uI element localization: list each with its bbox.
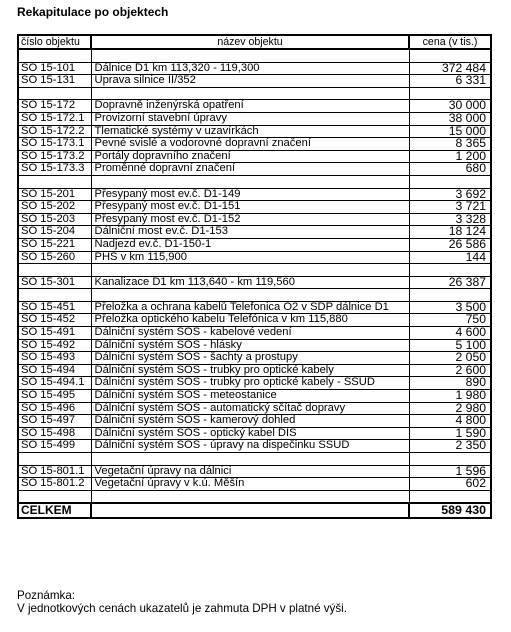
total-row xyxy=(18,503,491,518)
spacer-cell xyxy=(18,49,91,62)
object-price: 890 xyxy=(409,377,491,390)
object-name: Dálniční systém SOS - automatický sčítač dopravy xyxy=(91,402,409,415)
total-label: CELKEM xyxy=(18,503,91,518)
object-price: 4 800 xyxy=(409,415,491,428)
object-name: Pevné svislé a vodorovné dopravní značení xyxy=(91,138,409,151)
object-name: Dálniční most ev.č. D1-153 xyxy=(91,226,409,239)
object-code: SO 15-221 xyxy=(18,238,91,251)
object-price: 26 387 xyxy=(409,276,491,289)
page-title: Rekapitulace po objektech xyxy=(17,5,169,19)
object-code: SO 15-260 xyxy=(18,251,91,264)
object-price: 1 596 xyxy=(409,465,491,478)
spacer-cell xyxy=(91,289,409,302)
note xyxy=(17,589,347,615)
spacer-cell xyxy=(409,175,491,188)
spacer-cell xyxy=(409,490,491,503)
object-name: Dálniční systém SOS - meteostanice xyxy=(91,390,409,403)
object-price: 15 000 xyxy=(409,125,491,138)
table-row xyxy=(18,100,491,113)
object-code: SO 15-498 xyxy=(18,427,91,440)
table-row xyxy=(18,150,491,163)
spacer-cell xyxy=(409,49,491,62)
object-code: SO 15-204 xyxy=(18,226,91,239)
object-code: SO 15-301 xyxy=(18,276,91,289)
object-code: SO 15-101 xyxy=(18,62,91,75)
object-name: Vegetační úpravy v k.ú. Měšín xyxy=(91,478,409,491)
object-name: Dálniční systém SOS - trubky pro optické kabely xyxy=(91,364,409,377)
spacer-row xyxy=(18,87,491,100)
object-price: 3 721 xyxy=(409,201,491,214)
spacer-cell xyxy=(409,87,491,100)
spacer-cell xyxy=(409,264,491,277)
object-name: Přesypaný most ev.č. D1-151 xyxy=(91,201,409,214)
table-row xyxy=(18,201,491,214)
spacer-row xyxy=(18,490,491,503)
spacer-cell xyxy=(18,175,91,188)
object-price: 2 350 xyxy=(409,440,491,453)
object-code: SO 15-801.1 xyxy=(18,465,91,478)
object-price: 5 100 xyxy=(409,339,491,352)
object-code: SO 15-492 xyxy=(18,339,91,352)
spacer-cell xyxy=(18,289,91,302)
object-name: Úprava silnice II/352 xyxy=(91,75,409,88)
spacer-cell xyxy=(91,490,409,503)
header-code: číslo objektu xyxy=(18,35,91,49)
table-body xyxy=(18,49,491,503)
object-price: 750 xyxy=(409,314,491,327)
spacer-cell xyxy=(91,87,409,100)
object-name: Nadjezd ev.č. D1-150-1 xyxy=(91,238,409,251)
object-code: SO 15-172.1 xyxy=(18,112,91,125)
object-price: 1 200 xyxy=(409,150,491,163)
object-price: 6 331 xyxy=(409,75,491,88)
object-code: SO 15-451 xyxy=(18,301,91,314)
table-row xyxy=(18,62,491,75)
table-row xyxy=(18,415,491,428)
object-name: Dálniční systém SOS - optický kabel DIS xyxy=(91,427,409,440)
object-code: SO 15-173.2 xyxy=(18,150,91,163)
object-code: SO 15-491 xyxy=(18,327,91,340)
object-name: Dálniční systém SOS - kabelové vedení xyxy=(91,327,409,340)
object-code: SO 15-131 xyxy=(18,75,91,88)
object-name: Dálnice D1 km 113,320 - 119,300 xyxy=(91,62,409,75)
object-price: 30 000 xyxy=(409,100,491,113)
note-text: V jednotkových cenách ukazatelů je zahmuta DPH v platné výši. xyxy=(17,602,347,615)
object-code: SO 15-497 xyxy=(18,415,91,428)
object-code: SO 15-495 xyxy=(18,390,91,403)
object-price: 18 124 xyxy=(409,226,491,239)
spacer-row xyxy=(18,175,491,188)
object-name: Přesypaný most ev.č. D1-149 xyxy=(91,188,409,201)
spacer-cell xyxy=(18,87,91,100)
object-name: Přeložka optického kabelu Telefónica v km 115,880 xyxy=(91,314,409,327)
spacer-cell xyxy=(91,264,409,277)
total-spacer xyxy=(91,503,409,518)
table-row xyxy=(18,402,491,415)
object-price: 1 980 xyxy=(409,390,491,403)
object-code: SO 15-494 xyxy=(18,364,91,377)
table-row xyxy=(18,440,491,453)
object-price: 2 600 xyxy=(409,364,491,377)
object-code: SO 15-452 xyxy=(18,314,91,327)
table-row xyxy=(18,213,491,226)
table-row xyxy=(18,125,491,138)
object-price: 8 365 xyxy=(409,138,491,151)
spacer-row xyxy=(18,289,491,302)
table-header xyxy=(18,35,491,49)
spacer-cell xyxy=(409,453,491,466)
object-name: Kanalizace D1 km 113,640 - km 119,560 xyxy=(91,276,409,289)
table-row xyxy=(18,75,491,88)
object-price: 3 692 xyxy=(409,188,491,201)
object-name: Dálniční systém SOS - kamerový dohled xyxy=(91,415,409,428)
spacer-cell xyxy=(18,453,91,466)
spacer-row xyxy=(18,264,491,277)
table-row xyxy=(18,226,491,239)
spacer-row xyxy=(18,453,491,466)
table-row xyxy=(18,112,491,125)
object-price: 38 000 xyxy=(409,112,491,125)
object-code: SO 15-493 xyxy=(18,352,91,365)
header-name: název objektu xyxy=(91,35,409,49)
object-name: Proměnné dopravní značení xyxy=(91,163,409,176)
table-row xyxy=(18,352,491,365)
object-price: 144 xyxy=(409,251,491,264)
table-row xyxy=(18,339,491,352)
spacer-cell xyxy=(91,175,409,188)
table-row xyxy=(18,238,491,251)
object-name: Tlematické systémy v uzavírkách xyxy=(91,125,409,138)
note-label: Poznámka: xyxy=(17,589,75,602)
object-code: SO 15-172 xyxy=(18,100,91,113)
table-row xyxy=(18,163,491,176)
object-name: Portály dopravního značení xyxy=(91,150,409,163)
header-price: cena (v tis.) xyxy=(409,35,491,49)
object-price: 372 484 xyxy=(409,62,491,75)
object-code: SO 15-801.2 xyxy=(18,478,91,491)
table-row xyxy=(18,188,491,201)
object-price: 602 xyxy=(409,478,491,491)
object-price: 4 600 xyxy=(409,327,491,340)
object-price: 2 050 xyxy=(409,352,491,365)
spacer-cell xyxy=(18,490,91,503)
object-name: Vegetační úpravy na dálnici xyxy=(91,465,409,478)
object-code: SO 15-496 xyxy=(18,402,91,415)
table-row xyxy=(18,478,491,491)
table-row xyxy=(18,251,491,264)
object-code: SO 15-494.1 xyxy=(18,377,91,390)
object-name: Dálniční systém SOS - trubky pro optické kabely - SSÚD xyxy=(91,377,409,390)
table-row xyxy=(18,390,491,403)
spacer-row xyxy=(18,49,491,62)
object-name: Dálniční systém SOS - šachty a prostupy xyxy=(91,352,409,365)
object-code: SO 15-201 xyxy=(18,188,91,201)
object-price: 3 328 xyxy=(409,213,491,226)
total-price: 589 430 xyxy=(409,503,491,518)
table-row xyxy=(18,377,491,390)
object-price: 680 xyxy=(409,163,491,176)
table-row xyxy=(18,276,491,289)
table-row xyxy=(18,301,491,314)
spacer-cell xyxy=(91,453,409,466)
object-code: SO 15-172.2 xyxy=(18,125,91,138)
object-name: Přeložka a ochrana kabelů Telefonica O2 v SDP dálnice D1 xyxy=(91,301,409,314)
object-price: 3 500 xyxy=(409,301,491,314)
spacer-cell xyxy=(91,49,409,62)
recap-table xyxy=(17,34,492,519)
table-row xyxy=(18,427,491,440)
table-row xyxy=(18,465,491,478)
object-name: Provizorní stavební úpravy xyxy=(91,112,409,125)
object-code: SO 15-173.1 xyxy=(18,138,91,151)
object-name: PHS v km 115,900 xyxy=(91,251,409,264)
object-name: Dálniční systém SOS - úpravy na dispečinku SSÚD xyxy=(91,440,409,453)
table-row xyxy=(18,364,491,377)
spacer-cell xyxy=(409,289,491,302)
table-row xyxy=(18,327,491,340)
spacer-cell xyxy=(18,264,91,277)
object-name: Přesypaný most ev.č. D1-152 xyxy=(91,213,409,226)
table-row xyxy=(18,314,491,327)
object-code: SO 15-203 xyxy=(18,213,91,226)
object-price: 26 586 xyxy=(409,238,491,251)
object-price: 2 980 xyxy=(409,402,491,415)
object-price: 1 590 xyxy=(409,427,491,440)
object-code: SO 15-202 xyxy=(18,201,91,214)
object-name: Dálniční systém SOS - hlásky xyxy=(91,339,409,352)
object-code: SO 15-173.3 xyxy=(18,163,91,176)
table-row xyxy=(18,138,491,151)
object-name: Dopravně inženýrská opatření xyxy=(91,100,409,113)
object-code: SO 15-499 xyxy=(18,440,91,453)
